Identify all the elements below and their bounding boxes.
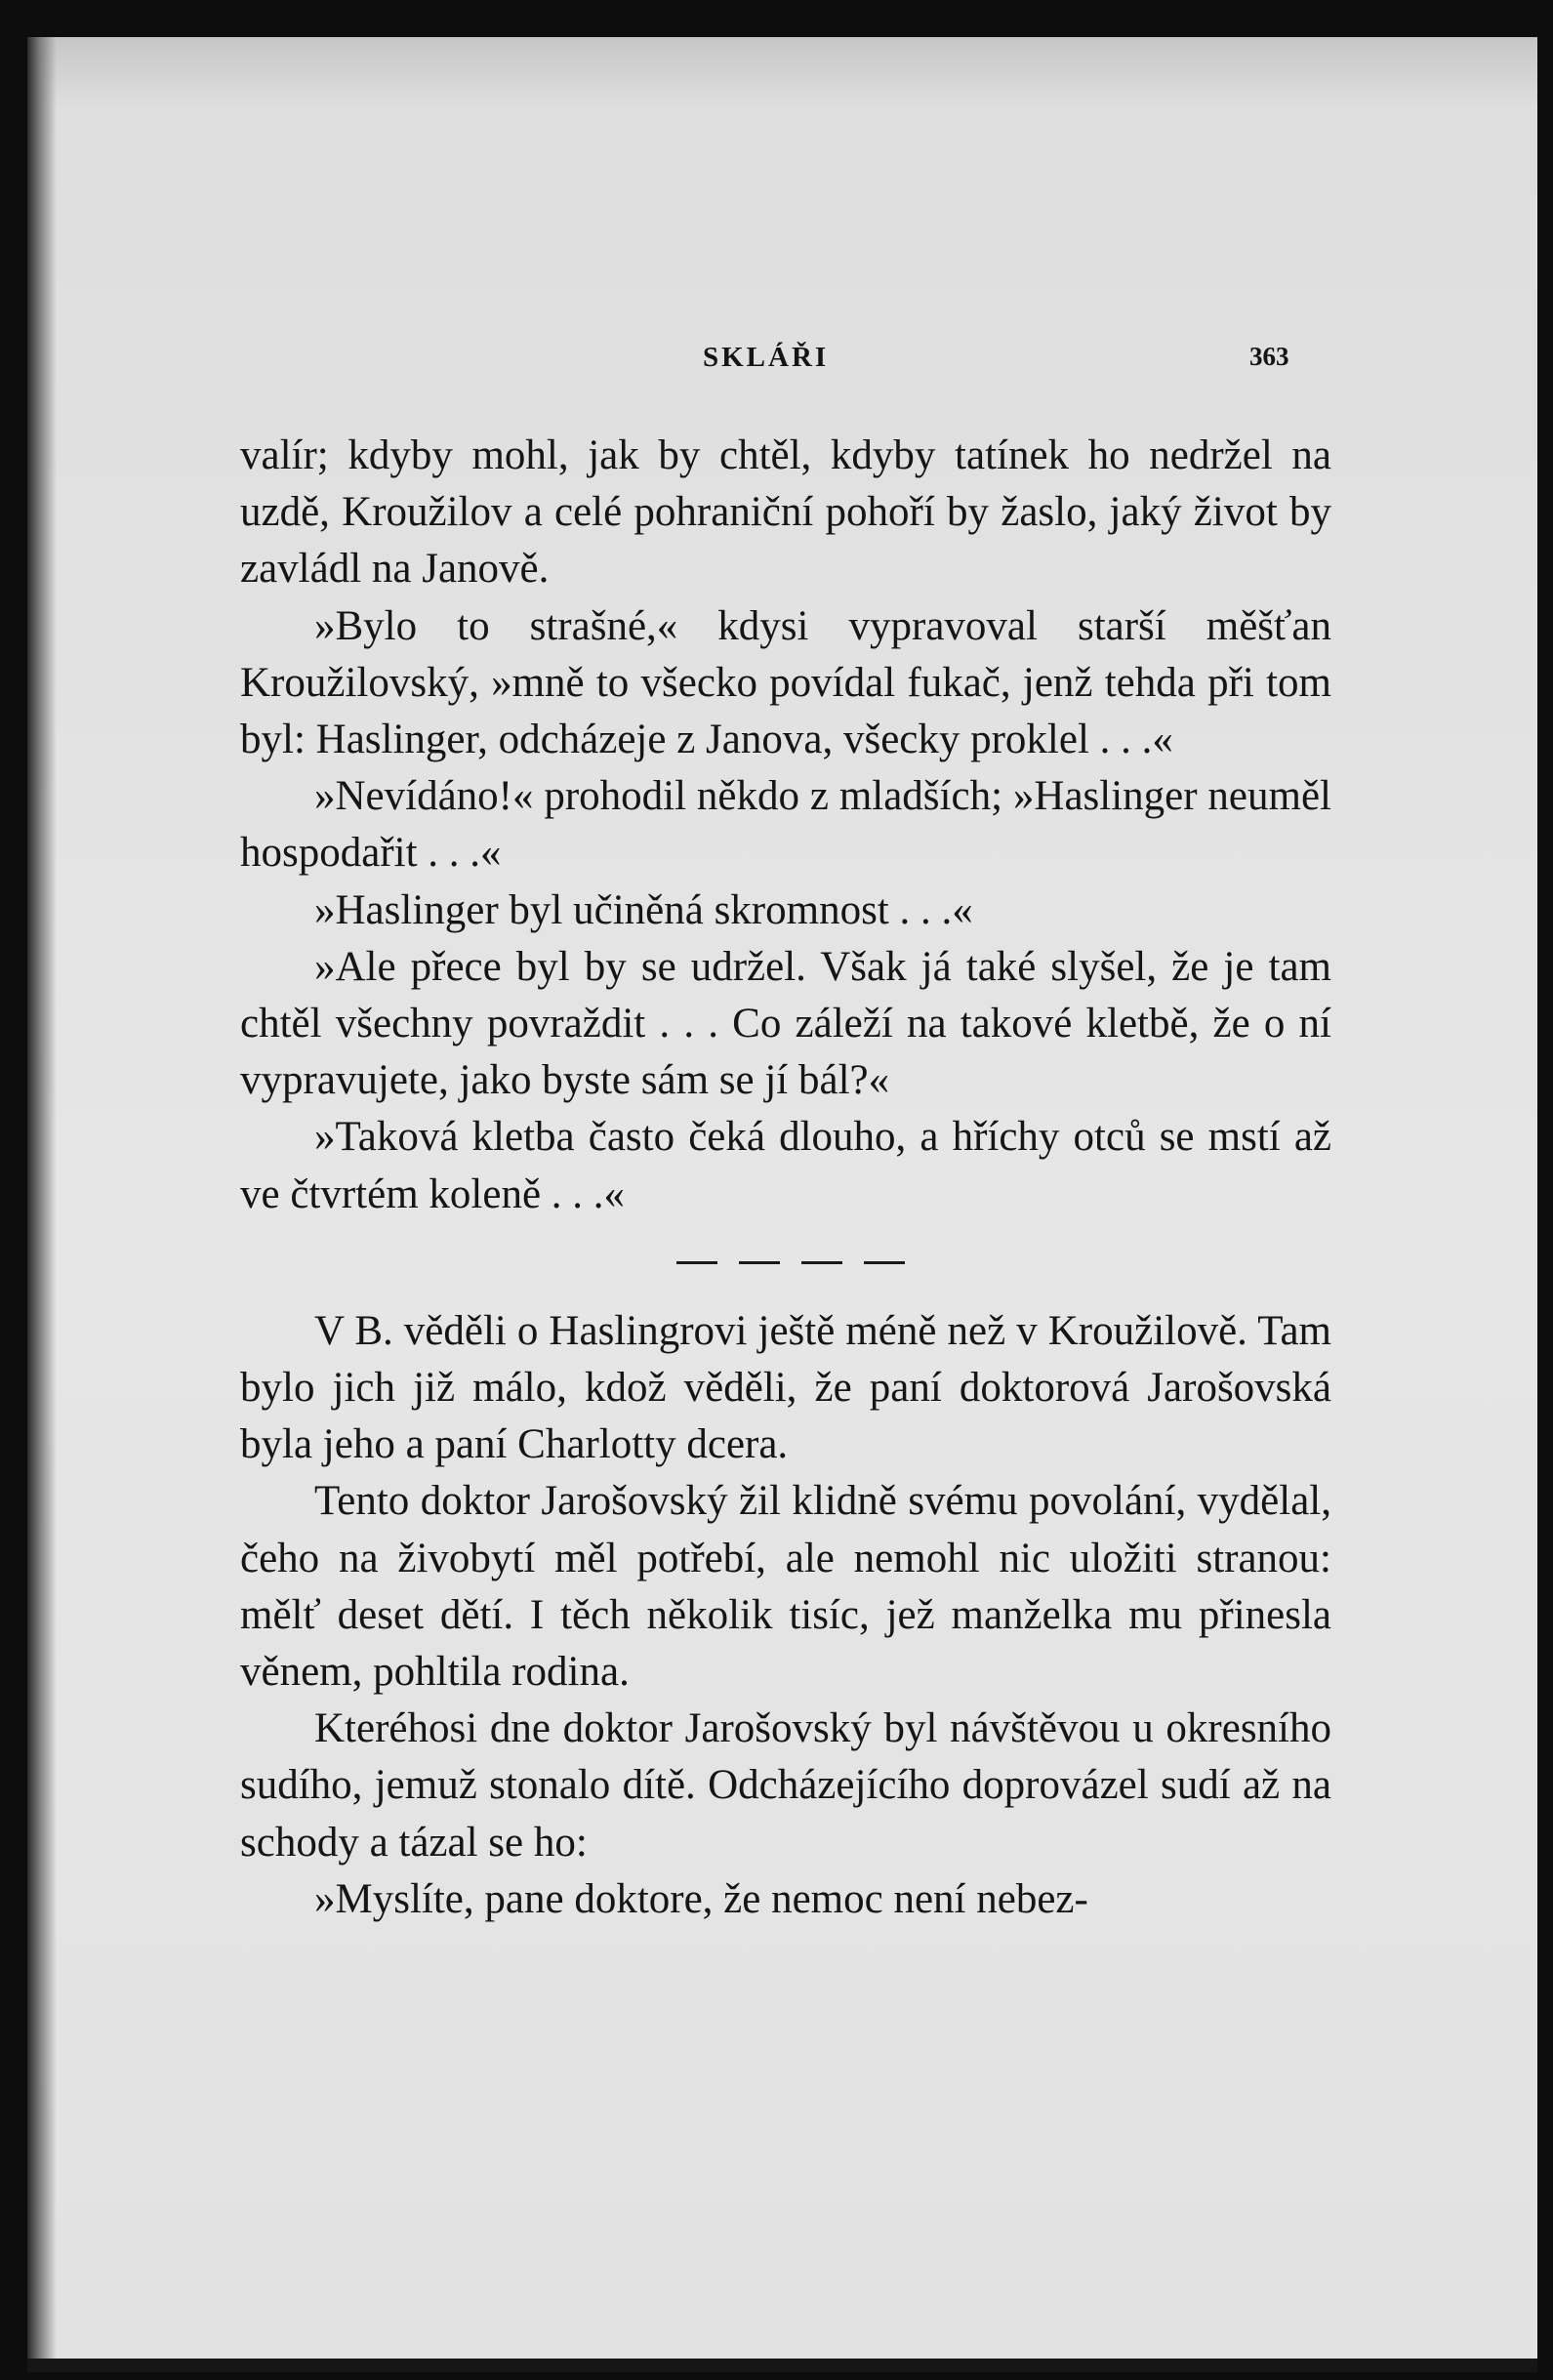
paragraph: »Nevídáno!« prohodil někdo z mladších; »Haslinger neuměl hospodařit . . .« <box>240 773 1331 877</box>
paragraph: »Taková kletba často čeká dlouho, a hříchy otců se mstí až ve čtvrtém koleně . . .« <box>240 1114 1331 1217</box>
separator-dash <box>864 1261 905 1264</box>
running-head <box>27 342 1537 381</box>
page-number: 363 <box>1249 342 1289 371</box>
running-head-title: SKLÁŘI <box>703 342 830 373</box>
paragraph: V B. věděli o Haslingrovi ještě méně než v Kroužilově. Tam bylo jich již málo, kdož věděli, že paní doktorová Jarošovská byla jeho a paní Charlotty dcera. <box>240 1307 1331 1468</box>
separator-dash <box>676 1261 717 1264</box>
section-separator <box>240 1223 1331 1303</box>
paragraph: »Ale přece byl by se udržel. Však já také slyšel, že je tam chtěl všechny povraždit . . . Co záleží na takové kletbě, že o ní vypravujete, jako byste sám se jí bál?« <box>240 943 1331 1104</box>
binding-shadow <box>27 37 57 2372</box>
paragraph: »Bylo to strašné,« kdysi vypravoval starší měšťan Kroužilovský, »mně to všecko povídal fukač, jenž tehda při tom byl: Haslinger, odcházeje z Janova, všecky proklel . . .« <box>240 602 1331 763</box>
separator-dash <box>801 1261 842 1264</box>
separator-dash <box>739 1261 780 1264</box>
paragraph: »Myslíte, pane doktore, že nemoc není nebez- <box>314 1875 1088 1922</box>
paragraph: »Haslinger byl učiněná skromnost . . .« <box>314 886 973 933</box>
paper-sheet <box>27 37 1537 2372</box>
paragraph: Kteréhosi dne doktor Jarošovský byl návštěvou u okresního sudího, jemuž stonalo dítě. Odcházejícího doprovázel sudí až na schody a tázal se ho: <box>240 1705 1331 1866</box>
paragraph: Tento doktor Jarošovský žil klidně svému povolání, vydělal, čeho na živobytí měl potřebí, ale nemohl nic uložiti stranou: mělť deset dětí. I těch několik tisíc, jež manželka mu přinesla věnem, pohltila rodina. <box>240 1478 1331 1696</box>
body-text <box>240 428 1331 1928</box>
paragraph: valír; kdyby mohl, jak by chtěl, kdyby tatínek ho nedržel na uzdě, Kroužilov a celé pohraniční pohoří by žaslo, jaký život by zavládl na Janově. <box>240 432 1331 593</box>
bottom-edge-shadow <box>27 2359 1537 2372</box>
